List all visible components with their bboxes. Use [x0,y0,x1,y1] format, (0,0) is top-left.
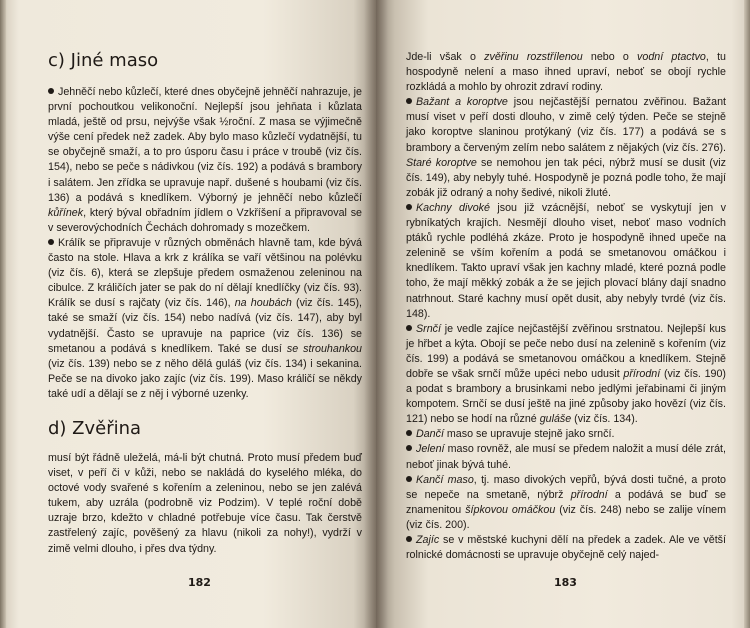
paragraph-kachny [406,201,726,322]
emphasis-text: přírodní [570,488,608,501]
bullet-icon [406,536,412,542]
bullet-icon [48,239,54,245]
bullet-icon [406,476,412,482]
paragraph-bazant [406,95,726,201]
right-page [376,0,750,628]
paragraph-text: , tu hospodyně nelení a maso ihned upraví, neboť se obojí rychle rozkládá a mohlo by ohrozit zdraví rodiny. [406,51,726,94]
paragraph-text: Jehněčí nebo kůzlečí, které dnes obyčejně jehněčí nahrazuje, je první pochoutkou velikonoční. Nejlepší jsou jehňata i kůzlata mladá, ještě od prsu, nejvýše však ½roční. Z masa se výjimečně výše cení předek než zadek. Aby bylo maso kůzlečí vydatnější, tu se obyčejně smaží, a to pro úsporu času i práce v troubě (viz čís. 154), nebo se peče s nádivkou (viz čís. 192) a podává s brambory i salátem. Jen zřídka se upravuje např. dušené s houbami (viz čís. 136) a podává s knedlíkem. Výborný je jehněčí nebo kůzlečí [48,86,362,204]
paragraph-text: se v městské kuchyni dělí na předek a zadek. Ale ve větší rolnické domácnosti se upravuje obyčejně celý najed- [406,534,726,562]
bullet-icon [406,325,412,331]
paragraph-text: maso se upravuje stejně jako srnčí. [443,428,615,441]
paragraph-text: je vedle zajíce nejčastější zvěřinou srstnatou. Nejlepší kus je hřbet a kýta. Obojí se peče nebo dusí na zelenině s kořením (viz čís. 199) a podává se smetanovou omáčkou a knedlíkem. Stejně dobře se však srnčí může upéci nebo udusit [406,322,726,380]
emphasis-text: přírodní [623,367,661,380]
paragraph-text: (viz čís. 248) nebo se zalije vínem (viz čís. 200). [406,503,726,531]
emphasis-text: zvěřinu rozstřílenou [484,51,583,63]
emphasis-text: Kachny divoké [416,201,490,214]
paragraph-text: (viz čís. 190) a podat s brambory a brusinkami nebo jedlými jeřabinami či jiným kompotem. Srnčí se dusí ještě na jiné způsoby jako hovězí (viz čís. 121) nebo se hodí na různé [406,367,726,426]
emphasis-text: Bažant a koroptve [416,96,508,109]
emphasis-text: šípkovou omáčkou [465,503,556,516]
emphasis-text: Zajíc [416,534,440,546]
page-number-right: 183 [554,576,577,589]
bullet-icon [406,98,412,104]
paragraph-kuzlata [48,85,362,236]
right-page-content [406,50,726,563]
book-spine [364,0,388,628]
paragraph-zajic [406,533,726,563]
paragraph-rozstrilena [406,50,726,95]
emphasis-text: Srnčí [416,322,441,335]
paragraph-text: jsou nejčastější pernatou zvěřinou. Bažant musí viset v peří dosti dlouho, v zimě celý týden. Peče se stejně jako koroptve slaninou protýkaný (viz čís. 177) a podává se s brambory a červeným zelím nebo salátem z nějakých (viz čís. 276). [406,96,726,154]
emphasis-text: Kančí maso [416,473,474,486]
emphasis-text: na houbách [234,297,292,310]
paragraph-text: (viz čís. 139) nebo se z něho dělá guláš (viz čís. 134) i sekanina. Peče se na divoko jako zajíc (viz čís. 199). Maso králičí se někdy také udí a dělají se z něj i výborné uzenky. [48,357,362,400]
paragraph-text: se nemohou jen tak péci, nýbrž musí se dusit (viz čís. 149), aby nebyly tuhé. Hospodyně je pozná podle toho, že mají zobák již odraný a nohy šedivé, nikoli žluté. [406,156,727,199]
paragraph-jeleni [406,442,726,472]
left-page-content [48,46,362,557]
emphasis-text: Jelení [416,443,445,456]
paragraph-danci [406,427,726,442]
paragraph-text: jsou již vzácnější, neboť se vyskytují jen v rybníkatých krajích. Nesmějí dlouho viset, neboť maso vodních ptáků rychle podléhá zkáze. Proto je hospodyně ihned upeče na zelenině se vším kořením a podá se smetanovou omáčkou i knedlíkem. Takto upraví však jen kachny mladé, které pozná podle toho, že mají měkký zobák a že se jejich plovací blány dají snadno natrhnout. Staré kachny musí opět dusit, aby nebyly tvrdé (viz čís. 148). [406,201,726,320]
bullet-icon [406,445,412,451]
paragraph-text: (viz čís. 145), také se smaží (viz čís. 154) nebo nadívá (viz čís. 147), aby byl vydatnější. Často se upravuje na paprice (viz čís. 136) se smetanou a podává s knedlíkem. Také se dusí [48,297,362,355]
bullet-icon [406,204,412,210]
paragraph-text: a podává se buď se znamenitou [406,488,727,516]
paragraph-text: (viz čís. 134). [571,413,638,426]
bullet-icon [48,88,54,94]
paragraph-text: , který býval obřadním jídlem o Vzkříšení a připravoval se v severovýchodních Čechách dohromady s mozečkem. [48,206,362,234]
emphasis-text: se strouhankou [286,342,362,355]
paragraph-text: maso rovněž, ale musí se předem naložit a musí déle zrát, neboť jinak bývá tuhé. [406,443,726,471]
emphasis-text: Dančí [416,428,444,441]
paragraph-srnci [406,322,726,428]
page-edge-left [0,0,6,628]
bullet-icon [406,430,412,436]
emphasis-text: kůřínek [48,206,84,219]
page-edge-right [744,0,750,628]
page-number-left: 182 [188,576,211,589]
paragraph-kralik [48,236,362,402]
paragraph-text: Králík se připravuje v různých obměnách hlavně tam, kde bývá často na stole. Hlava a krk z králíka se vaří většinou na polévku (viz čís. 6), která se zlepšuje předem osmaženou zeleninou na cibulce. Z králičích jater se pak do ní dělají knedlíčky (viz čís. 93). Králík se dusí s rajčaty (viz čís. 146), [48,236,362,310]
section-heading-zverina: d) Zvěřina [48,417,142,439]
emphasis-text: vodní ptactvo [637,51,706,63]
paragraph-text: Jde-li však o [406,51,485,63]
emphasis-text: Staré koroptve [406,156,477,169]
emphasis-text: guláše [539,413,572,426]
paragraph-kanci [406,473,726,533]
paragraph-zverina: musí být řádně uleželá, má-li být chutná. Proto musí předem buď viset, v peří či v kůži, nebo se nakládá do kyselého mléka, do octové vody svařené s kořením a zeleninou, nebo se jen zalévá tukem, aby uzrála (podrobně viz Podzim). V teplé roční době uzraje brzo, kdežto v chladné potřebuje více času. Tak čerstvě zastřelený zajíc, pověšený za hlavu (nikoli za nohy!), vydrží v zimě velmi dlouho, i přes dva týdny. [48,451,362,555]
section-heading-maso: c) Jiné maso [48,50,159,71]
paragraph-text: nebo o [582,51,638,63]
paragraph-text: , tj. maso divokých vepřů, bývá dosti tučné, a proto se nepeče na smetaně, nýbrž [406,473,726,501]
